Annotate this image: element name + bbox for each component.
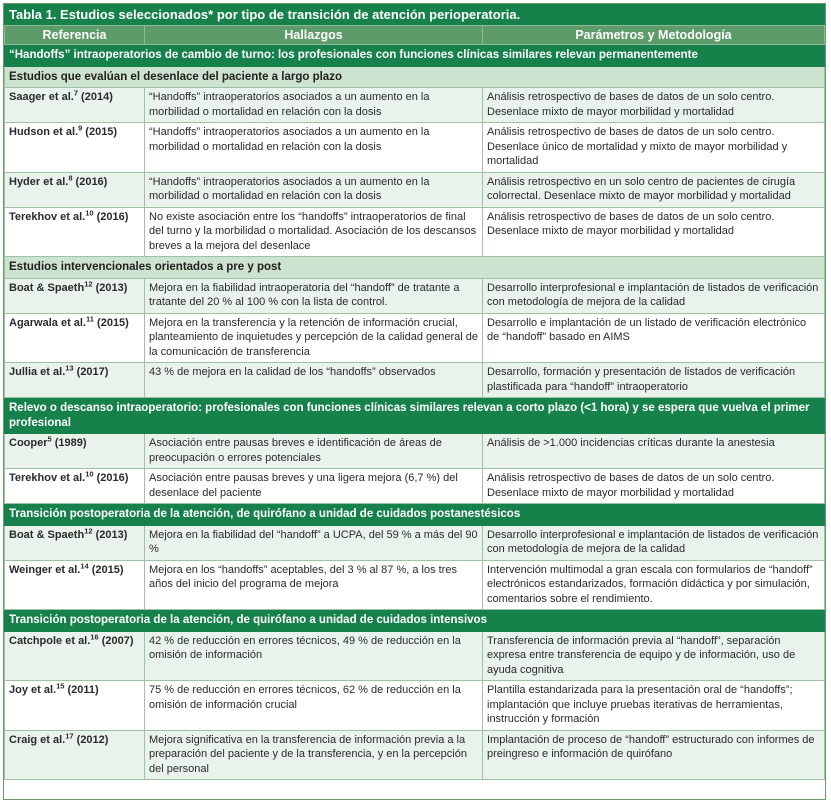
method-cell: Desarrollo, formación y presentación de listados de verificación plastificada para “handoff” intraoperatorio — [483, 363, 825, 398]
reference-year: (2015) — [88, 563, 124, 576]
reference-author: Terekhov et al. — [9, 472, 86, 484]
reference-author: Craig et al. — [9, 733, 66, 746]
method-cell: Desarrollo interprofesional e implantación de listados de verificación con metodología de mejora de la calidad — [483, 278, 825, 313]
reference-number: 16 — [90, 631, 99, 641]
finding-cell: “Handoffs” intraoperatorios asociados a un aumento en la morbilidad o mortalidad en relación con la dosis — [145, 172, 483, 207]
reference-year: (2016) — [72, 175, 108, 188]
header-hallazgos: Hallazgos — [145, 26, 483, 45]
reference-year: (2013) — [92, 281, 128, 294]
reference-author: Cooper — [9, 437, 48, 449]
reference-year: (2015) — [82, 126, 118, 138]
finding-cell: Asociación entre pausas breves e identificación de áreas de preocupación o errores potenciales — [145, 434, 483, 469]
finding-cell: “Handoffs” intraoperatorios asociados a un aumento en la morbilidad o mortalidad en relación con la dosis — [145, 123, 483, 173]
finding-cell: 43 % de mejora en la calidad de los “handoffs” observados — [145, 363, 483, 398]
reference-year: (2007) — [98, 634, 134, 647]
finding-cell: Mejora en la fiabilidad del “handoff” a UCPA, del 59 % a más del 90 % — [145, 525, 483, 560]
section-header — [5, 398, 825, 434]
reference-number: 9 — [78, 123, 83, 133]
header-parametros: Parámetros y Metodología — [483, 26, 825, 45]
reference-number: 7 — [73, 88, 78, 98]
method-cell: Análisis de >1.000 incidencias críticas durante la anestesia — [483, 434, 825, 469]
section-label: Estudios que evalúan el desenlace del paciente a largo plazo — [5, 66, 825, 88]
finding-cell: 42 % de reducción en errores técnicos, 49 % de reducción en la omisión de información — [145, 631, 483, 681]
reference-cell — [5, 469, 145, 504]
banner-handoffs: “Handoffs” intraoperatorios de cambio de turno: los profesionales con funciones clínicas similares relevan permanentemente — [5, 45, 825, 67]
method-cell: Análisis retrospectivo en un solo centro de pacientes de cirugía colorrectal. Desenlace mixto de mayor morbilidad y mortalidad — [483, 172, 825, 207]
reference-cell — [5, 631, 145, 681]
table-row — [5, 123, 825, 173]
reference-number: 15 — [56, 681, 65, 691]
table-row — [5, 469, 825, 504]
method-cell: Implantación de proceso de “handoff” estructurado con informes de preingreso e información de quirófano — [483, 730, 825, 780]
table-row — [5, 631, 825, 681]
reference-cell — [5, 434, 145, 469]
finding-cell: Mejora significativa en la transferencia de información previa a la preparación del paciente y de la transferencia, y en la percepción del personal — [145, 730, 483, 780]
reference-cell — [5, 313, 145, 363]
header-row — [5, 26, 825, 45]
header-referencia: Referencia — [5, 26, 145, 45]
finding-cell: Mejora en la transferencia y la retención de información crucial, planteamiento de inquietudes y percepción de la calidad general de la comunicación de transferencia — [145, 313, 483, 363]
method-cell: Transferencia de información previa al “handoff”, separación expresa entre transferencia de equipo y de información, uso de ayuda cognitiva — [483, 631, 825, 681]
reference-author: Saager et al. — [9, 91, 74, 103]
method-cell: Intervención multimodal a gran escala con formularios de “handoff” electrónicos estandarizados, formación didáctica y por simulación, comentarios sobre el rendimiento. — [483, 560, 825, 610]
reference-cell — [5, 88, 145, 123]
finding-cell: Asociación entre pausas breves y una ligera mejora (6,7 %) del desenlace del paciente — [145, 469, 483, 504]
section-label: Transición postoperatoria de la atención, de quirófano a unidad de cuidados postanestésicos — [5, 504, 825, 526]
table-row — [5, 525, 825, 560]
section-header — [5, 257, 825, 279]
finding-cell: Mejora en los “handoffs” aceptables, del 3 % al 87 %, a los tres años del inicio del programa de mejora — [145, 560, 483, 610]
studies-table — [4, 25, 825, 780]
finding-cell: No existe asociación entre los “handoffs” intraoperatorios de final del turno y la morbilidad o mortalidad. Asociación de los descansos breves a la mejora del desenlace — [145, 207, 483, 257]
reference-cell — [5, 525, 145, 560]
reference-cell — [5, 681, 145, 731]
reference-cell — [5, 172, 145, 207]
section-label: Transición postoperatoria de la atención, de quirófano a unidad de cuidados intensivos — [5, 610, 825, 632]
reference-number: 8 — [68, 172, 73, 182]
section-header — [5, 66, 825, 88]
section-label: Estudios intervencionales orientados a pre y post — [5, 257, 825, 279]
reference-year: (2013) — [92, 528, 128, 541]
reference-cell — [5, 730, 145, 780]
reference-year: (2011) — [64, 684, 99, 696]
reference-author: Hudson et al. — [9, 126, 79, 138]
reference-year: (2015) — [93, 316, 129, 329]
table-row — [5, 207, 825, 257]
table-row — [5, 313, 825, 363]
section-header — [5, 504, 825, 526]
reference-cell — [5, 207, 145, 257]
reference-number: 14 — [80, 560, 89, 570]
table-container — [3, 3, 826, 800]
table-row — [5, 88, 825, 123]
table-row — [5, 278, 825, 313]
section-banner — [5, 45, 825, 67]
reference-number: 10 — [85, 207, 94, 217]
table-row — [5, 172, 825, 207]
reference-year: (1989) — [51, 437, 87, 449]
reference-author: Agarwala et al. — [9, 316, 87, 329]
reference-number: 13 — [65, 363, 74, 373]
table-row — [5, 681, 825, 731]
reference-number: 5 — [47, 434, 52, 444]
reference-cell — [5, 560, 145, 610]
reference-number: 12 — [84, 525, 93, 535]
section-label: Relevo o descanso intraoperatorio: profesionales con funciones clínicas similares relevan a corto plazo (<1 hora) y se espera que vuelva el primer profesional — [5, 398, 825, 434]
reference-year: (2014) — [78, 91, 113, 103]
reference-cell — [5, 278, 145, 313]
finding-cell: 75 % de reducción en errores técnicos, 62 % de reducción en la omisión de información crucial — [145, 681, 483, 731]
method-cell: Análisis retrospectivo de bases de datos de un solo centro. Desenlace mixto de mayor morbilidad y mortalidad — [483, 469, 825, 504]
table-row — [5, 730, 825, 780]
method-cell: Análisis retrospectivo de bases de datos de un solo centro. Desenlace único de mortalidad y mixto de mayor morbilidad y mortalidad — [483, 123, 825, 173]
reference-year: (2016) — [93, 210, 129, 223]
reference-number: 11 — [86, 313, 94, 323]
reference-cell — [5, 363, 145, 398]
table-title: Tabla 1. Estudios seleccionados* por tipo de transición de atención perioperatoria. — [4, 4, 825, 25]
reference-number: 10 — [85, 469, 94, 479]
reference-number: 17 — [65, 730, 74, 740]
method-cell: Plantilla estandarizada para la presentación oral de “handoffs”; implantación que incluye pruebas iterativas de herramientas, instrucción y formación — [483, 681, 825, 731]
reference-author: Terekhov et al. — [9, 210, 86, 223]
method-cell: Desarrollo interprofesional e implantación de listados de verificación con metodología de mejora de la calidad — [483, 525, 825, 560]
reference-number: 12 — [84, 278, 93, 288]
reference-year: (2016) — [93, 472, 129, 484]
table-row — [5, 363, 825, 398]
section-header — [5, 610, 825, 632]
reference-author: Joy et al. — [9, 684, 57, 696]
method-cell: Análisis retrospectivo de bases de datos de un solo centro. Desenlace mixto de mayor morbilidad y mortalidad — [483, 207, 825, 257]
method-cell: Análisis retrospectivo de bases de datos de un solo centro. Desenlace mixto de mayor morbilidad y mortalidad — [483, 88, 825, 123]
reference-author: Boat & Spaeth — [9, 281, 85, 294]
finding-cell: Mejora en la fiabilidad intraoperatoria del “handoff” de tratante a tratante del 20 % al 100 % con la lista de control. — [145, 278, 483, 313]
finding-cell: “Handoffs” intraoperatorios asociados a un aumento en la morbilidad o mortalidad en relación con la dosis — [145, 88, 483, 123]
reference-year: (2012) — [73, 733, 109, 746]
table-body — [5, 45, 825, 780]
reference-author: Boat & Spaeth — [9, 528, 85, 541]
reference-cell — [5, 123, 145, 173]
reference-year: (2017) — [73, 366, 109, 378]
table-row — [5, 434, 825, 469]
table-row — [5, 560, 825, 610]
method-cell: Desarrollo e implantación de un listado de verificación electrónico de “handoff” basado en AIMS — [483, 313, 825, 363]
reference-author: Catchpole et al. — [9, 634, 91, 647]
reference-author: Hyder et al. — [9, 175, 69, 188]
reference-author: Jullia et al. — [9, 366, 66, 378]
reference-author: Weinger et al. — [9, 563, 81, 576]
